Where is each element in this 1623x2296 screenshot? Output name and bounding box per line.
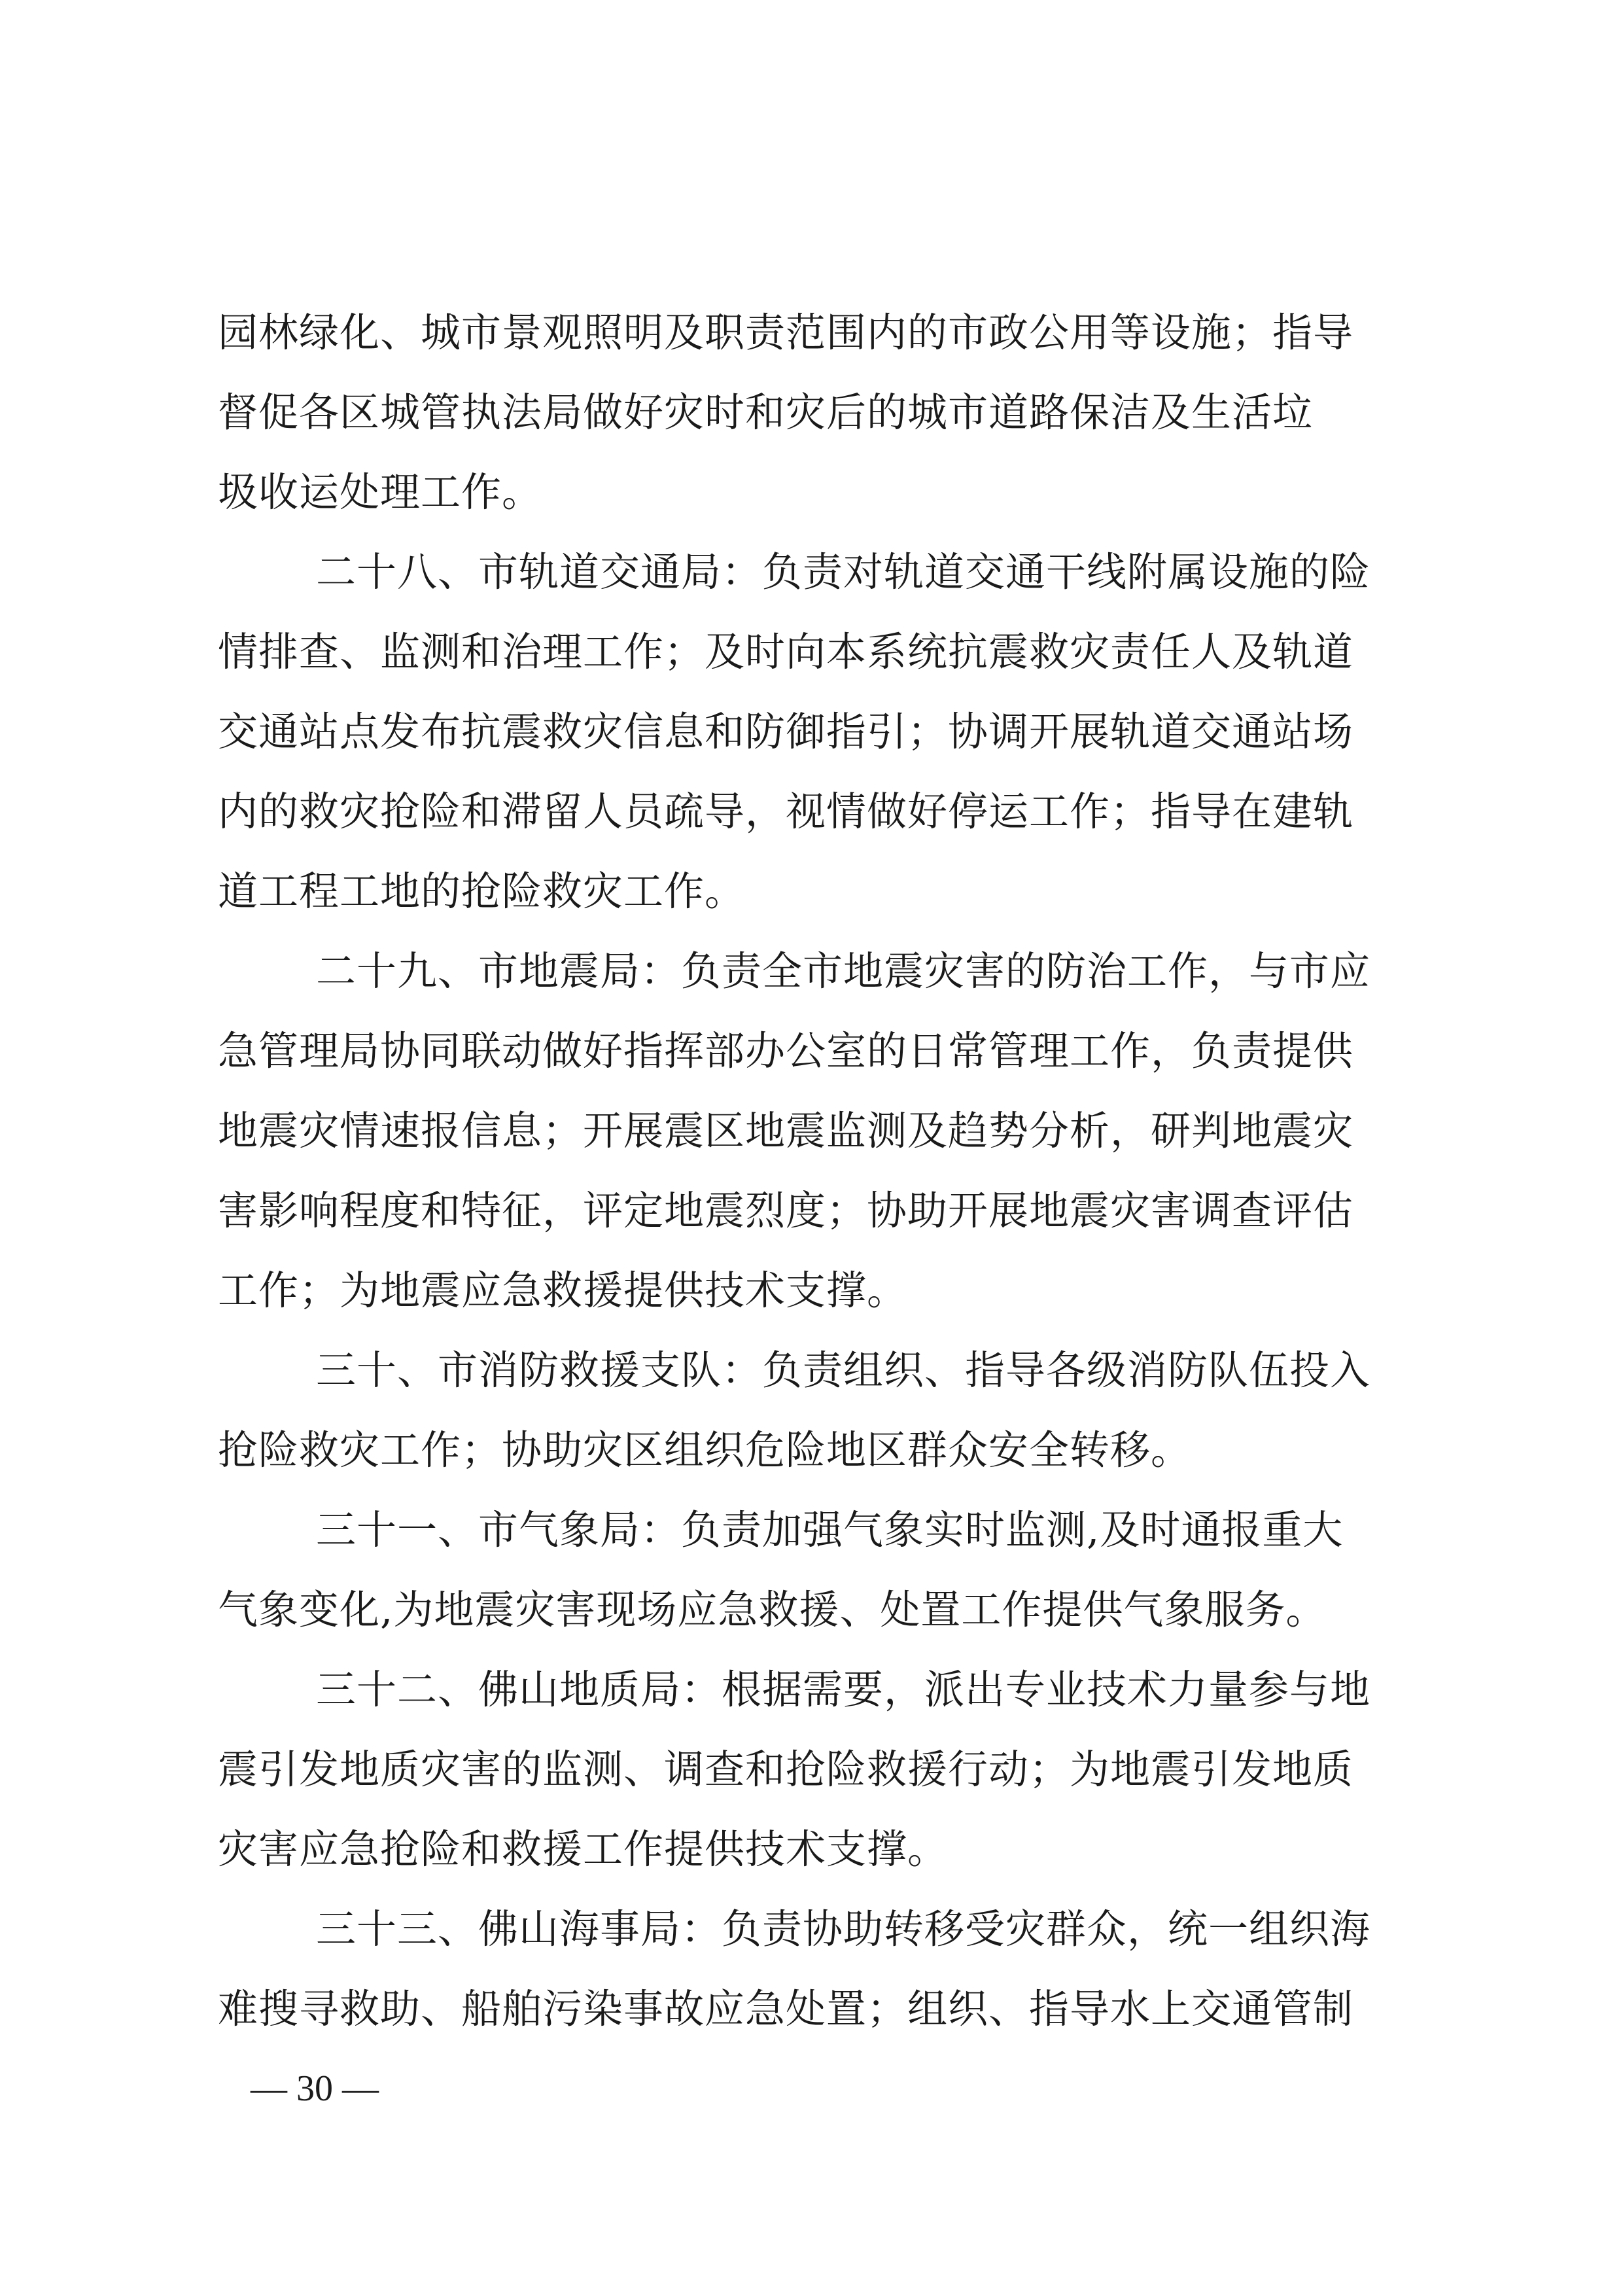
section-heading-line: 三十一、市气象局：负责加强气象实时监测,及时通报重大 — [316, 1507, 1344, 1553]
section-heading-line: 三十三、佛山海事局：负责协助转移受灾群众，统一组织海 — [316, 1906, 1371, 1952]
section-heading-line: 三十、市消防救援支队：负责组织、指导各级消防队伍投入 — [316, 1347, 1371, 1394]
text-line: 震引发地质灾害的监测、调查和抢险救援行动；为地震引发地质 — [218, 1746, 1354, 1793]
text-line: 圾收运处理工作。 — [218, 469, 543, 516]
text-line: 工作；为地震应急救援提供技术支撑。 — [218, 1267, 908, 1314]
text-line: 急管理局协同联动做好指挥部办公室的日常管理工作，负责提供 — [218, 1028, 1354, 1074]
section-heading-line: 三十二、佛山地质局：根据需要，派出专业技术力量参与地 — [316, 1667, 1371, 1713]
text-line: 抢险救灾工作；协助灾区组织危险地区群众安全转移。 — [218, 1427, 1192, 1474]
text-line: 督促各区城管执法局做好灾时和灾后的城市道路保洁及生活垃 — [218, 389, 1314, 436]
document-body — [218, 293, 1415, 2049]
section-heading-line: 二十八、市轨道交通局：负责对轨道交通干线附属设施的险 — [316, 549, 1371, 595]
text-line: 交通站点发布抗震救灾信息和防御指引；协调开展轨道交通站场 — [218, 709, 1354, 755]
section-heading-line: 二十九、市地震局：负责全市地震灾害的防治工作，与市应 — [316, 948, 1371, 995]
page-number: — 30 — — [251, 2068, 379, 2109]
text-line: 地震灾情速报信息；开展震区地震监测及趋势分析，研判地震灾 — [218, 1108, 1354, 1154]
text-line: 内的救灾抢险和滞留人员疏导，视情做好停运工作；指导在建轨 — [218, 788, 1354, 835]
text-line: 灾害应急抢险和救援工作提供技术支撑。 — [218, 1826, 949, 1873]
text-line: 难搜寻救助、船舶污染事故应急处置；组织、指导水上交通管制 — [218, 1986, 1354, 2032]
text-line: 气象变化,为地震灾害现场应急救援、处置工作提供气象服务。 — [218, 1587, 1327, 1633]
text-line: 情排查、监测和治理工作；及时向本系统抗震救灾责任人及轨道 — [218, 629, 1354, 675]
text-line: 害影响程度和特征，评定地震烈度；协助开展地震灾害调查评估 — [218, 1188, 1354, 1234]
text-line: 道工程工地的抢险救灾工作。 — [218, 868, 746, 915]
text-line: 园林绿化、城市景观照明及职责范围内的市政公用等设施；指导 — [218, 309, 1354, 356]
